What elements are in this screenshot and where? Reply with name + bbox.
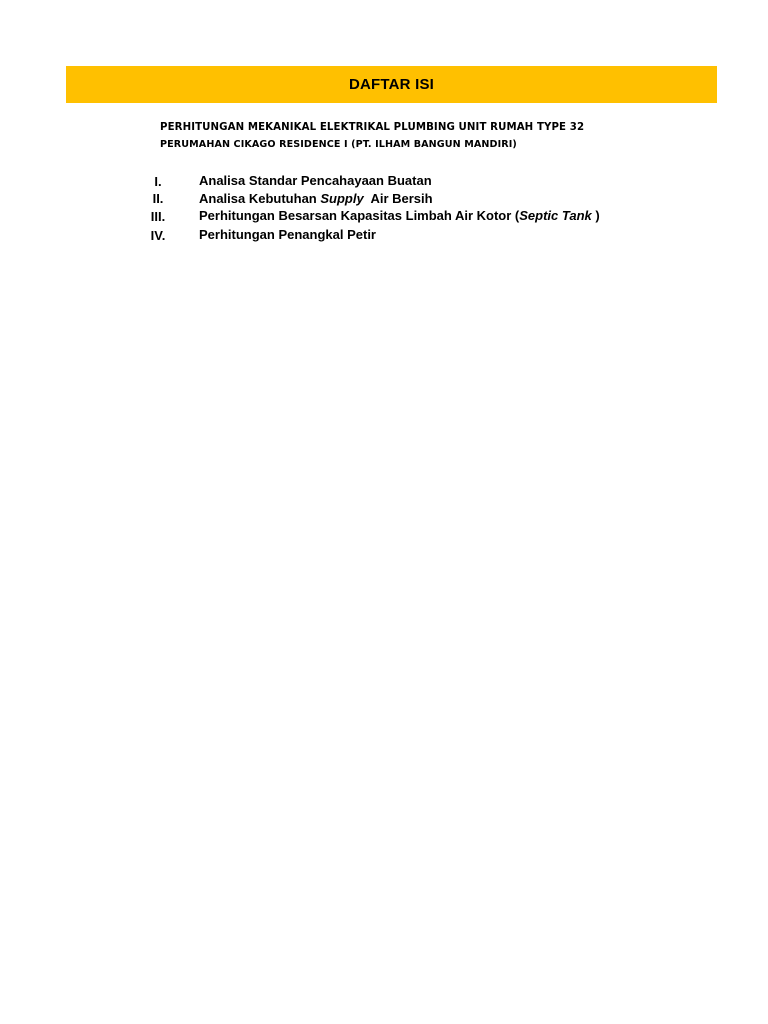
document-subtitle-line-2: PERUMAHAN CIKAGO RESIDENCE I (PT. ILHAM BANGUN MANDIRI) bbox=[160, 139, 517, 150]
toc-item bbox=[140, 173, 700, 191]
toc-item bbox=[140, 191, 700, 209]
toc-item bbox=[140, 208, 700, 226]
table-of-contents bbox=[140, 173, 700, 244]
toc-item-label bbox=[199, 208, 600, 223]
toc-item-number: IV. bbox=[150, 227, 166, 243]
toc-item-text: Perhitungan Penangkal Petir bbox=[199, 226, 376, 242]
toc-item-text: Analisa Standar Pencahayaan Buatan bbox=[199, 173, 432, 188]
toc-item-label bbox=[199, 173, 432, 188]
toc-item-number: III. bbox=[150, 209, 166, 224]
title-bar bbox=[66, 66, 717, 103]
toc-item-text: Perhitungan Besarsan Kapasitas Limbah Air Kotor ( bbox=[199, 208, 520, 223]
toc-item-text: Analisa Kebutuhan bbox=[199, 190, 321, 206]
toc-item-text: Air Bersih bbox=[363, 190, 433, 206]
toc-item-label bbox=[199, 227, 376, 242]
toc-item-number: I. bbox=[154, 174, 162, 189]
toc-item-emphasis: Supply bbox=[320, 190, 364, 206]
page-title: DAFTAR ISI bbox=[348, 76, 435, 93]
toc-item-emphasis: Septic Tank bbox=[519, 208, 592, 223]
toc-item-label bbox=[199, 191, 433, 206]
toc-item bbox=[140, 227, 700, 245]
toc-item-number: II. bbox=[152, 190, 164, 206]
document-subtitle-line-1: PERHITUNGAN MEKANIKAL ELEKTRIKAL PLUMBING UNIT RUMAH TYPE 32 bbox=[160, 122, 585, 133]
toc-item-text: ) bbox=[591, 208, 600, 223]
